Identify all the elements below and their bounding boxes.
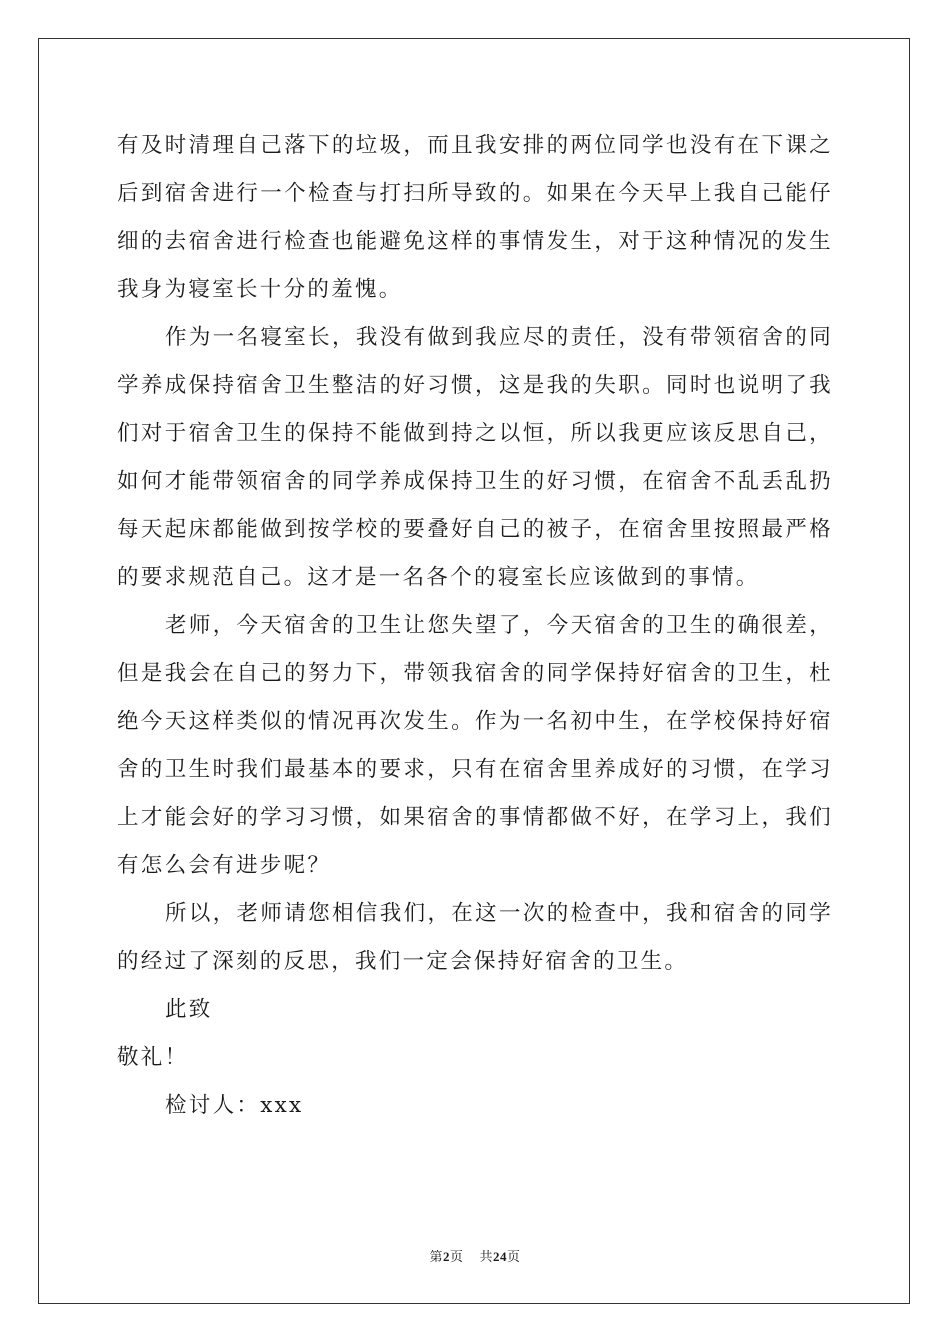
paragraph-4: 所以，老师请您相信我们，在这一次的检查中，我和宿舍的同学的经过了深刻的反思，我们一定会保持好宿舍的卫生。 [117, 901, 833, 974]
total-prefix: 共 [479, 1250, 494, 1265]
page-prefix: 第 [429, 1250, 443, 1265]
page-total: 24 [493, 1249, 508, 1264]
paragraph-1: 有及时清理自己落下的垃圾，而且我安排的两位同学也没有在下课之后到宿舍进行一个检查与打扫所导致的。如果在今天早上我自己能仔细的去宿舍进行检查也能避免这样的事情发生，对于这种情况的发生我身为寝室长十分的羞愧。 [117, 133, 833, 302]
paragraph-3: 老师，今天宿舍的卫生让您失望了，今天宿舍的卫生的确很差，但是我会在自己的努力下，带领我宿舍的同学保持好宿舍的卫生，杜绝今天这样类似的情况再次发生。作为一名初中生，在学校保持好宿舍的卫生时我们最基本的要求，只有在宿舍里养成好的习惯，在学习上才能会好的学习习惯，如果宿舍的事情都做不好，在学习上，我们有怎么会有进步呢？ [117, 613, 833, 878]
paragraph-2: 作为一名寝室长，我没有做到我应尽的责任，没有带领宿舍的同学养成保持宿舍卫生整洁的好习惯，这是我的失职。同时也说明了我们对于宿舍卫生的保持不能做到持之以恒，所以我更应该反思自己，如何才能带领宿舍的同学养成保持卫生的好习惯，在宿舍不乱丢乱扔每天起床都能做到按学校的要叠好自己的被子，在宿舍里按照最严格的要求规范自己。这才是一名各个的寝室长应该做到的事情。 [117, 325, 833, 590]
page-suffix: 页 [449, 1250, 464, 1265]
closing-respect: 敬礼！ [117, 1045, 189, 1070]
closing-salutation: 此致 [165, 997, 213, 1022]
signature: 检讨人：xxx [165, 1093, 304, 1118]
document-body [117, 122, 833, 1130]
page-current: 2 [442, 1249, 450, 1264]
page-footer [0, 1246, 950, 1265]
total-suffix: 页 [507, 1250, 521, 1265]
